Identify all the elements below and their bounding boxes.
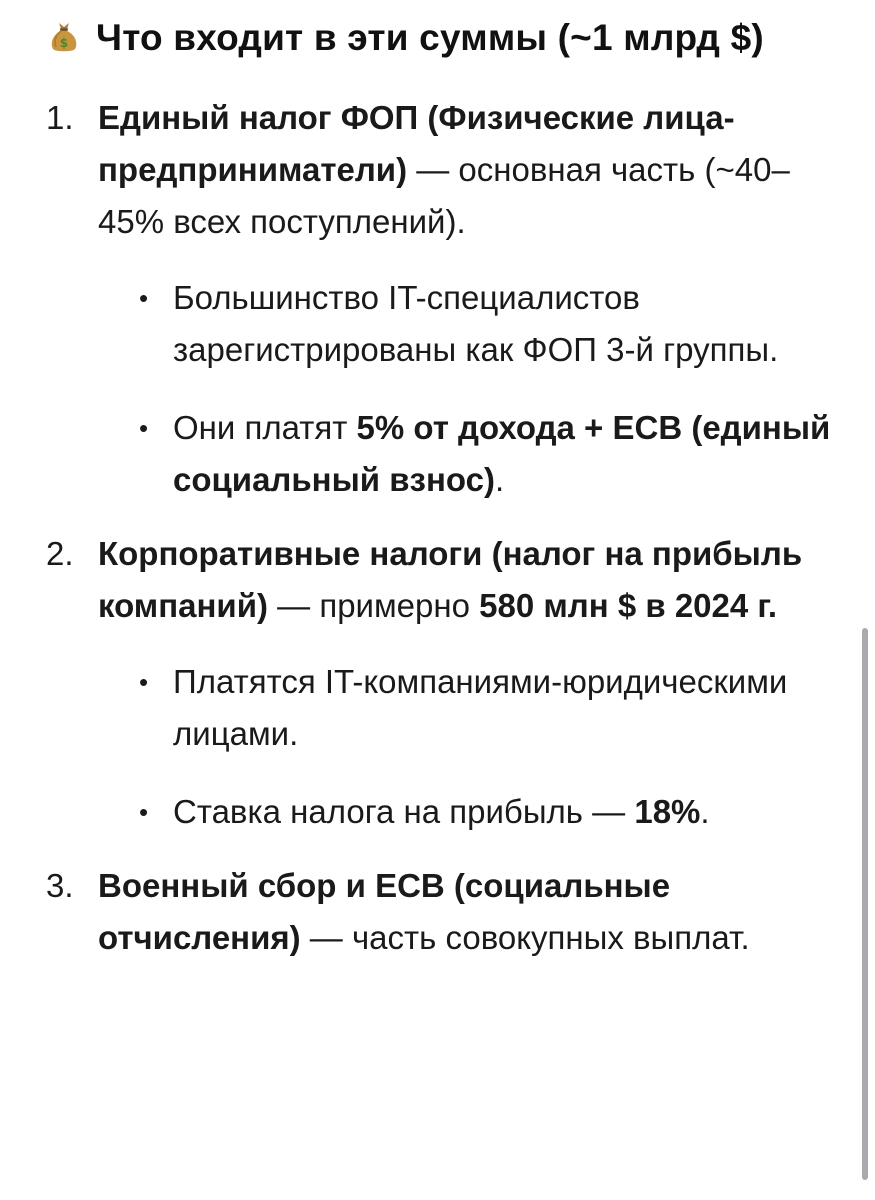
section-heading <box>46 8 846 68</box>
list-item-3 <box>46 860 846 964</box>
sub-list-item <box>98 402 846 506</box>
sub-list <box>98 272 846 506</box>
sub-list-item <box>98 272 846 376</box>
scrollbar[interactable] <box>862 628 868 1180</box>
sub-item-text: Они платят <box>173 409 357 446</box>
sub-item-emphasis: 18% <box>634 793 701 830</box>
sub-item-tail: . <box>700 793 710 830</box>
item-text: — часть совокупных выплат. <box>300 919 750 956</box>
list-marker: 3. <box>46 867 74 904</box>
money-bag-icon <box>46 18 82 54</box>
list-marker: 1. <box>46 99 74 136</box>
sub-item-text: Большинство IT-специалистов зарегистрированы как ФОП 3-й группы. <box>173 279 779 368</box>
bullet-icon: • <box>139 667 149 697</box>
sub-list-item <box>98 786 846 838</box>
sub-item-text: Ставка налога на прибыль — <box>173 793 635 830</box>
sub-item-emphasis: 5% от дохода + ЕСВ (единый социальный взнос) <box>173 409 831 498</box>
tax-list <box>46 92 846 964</box>
list-item-1 <box>46 92 846 506</box>
bullet-icon: • <box>139 413 149 443</box>
sub-list-item <box>98 656 846 760</box>
sub-item-text: Платятся IT-компаниями-юридическими лицами. <box>173 663 788 752</box>
heading-text: Что входит в эти суммы (~1 млрд $) <box>96 17 764 58</box>
item-text: — примерно <box>268 587 480 624</box>
bullet-icon: • <box>139 797 149 827</box>
sub-item-tail: . <box>494 461 505 498</box>
item-title: Военный сбор и ЕСВ (социальные отчисления) <box>98 867 671 956</box>
sub-list <box>98 656 846 838</box>
list-item-2 <box>46 528 846 838</box>
item-title: Единый налог ФОП (Физические лица-предприниматели) <box>98 99 735 188</box>
item-title: Корпоративные налоги (налог на прибыль компаний) <box>98 535 803 624</box>
message-content <box>46 8 846 964</box>
bullet-icon: • <box>139 283 149 313</box>
item-text: — основная часть (~40–45% всех поступлений). <box>98 151 790 240</box>
svg-text:$: $ <box>59 36 69 50</box>
item-emphasis: 580 млн $ в 2024 г. <box>479 587 778 624</box>
list-marker: 2. <box>46 535 74 572</box>
